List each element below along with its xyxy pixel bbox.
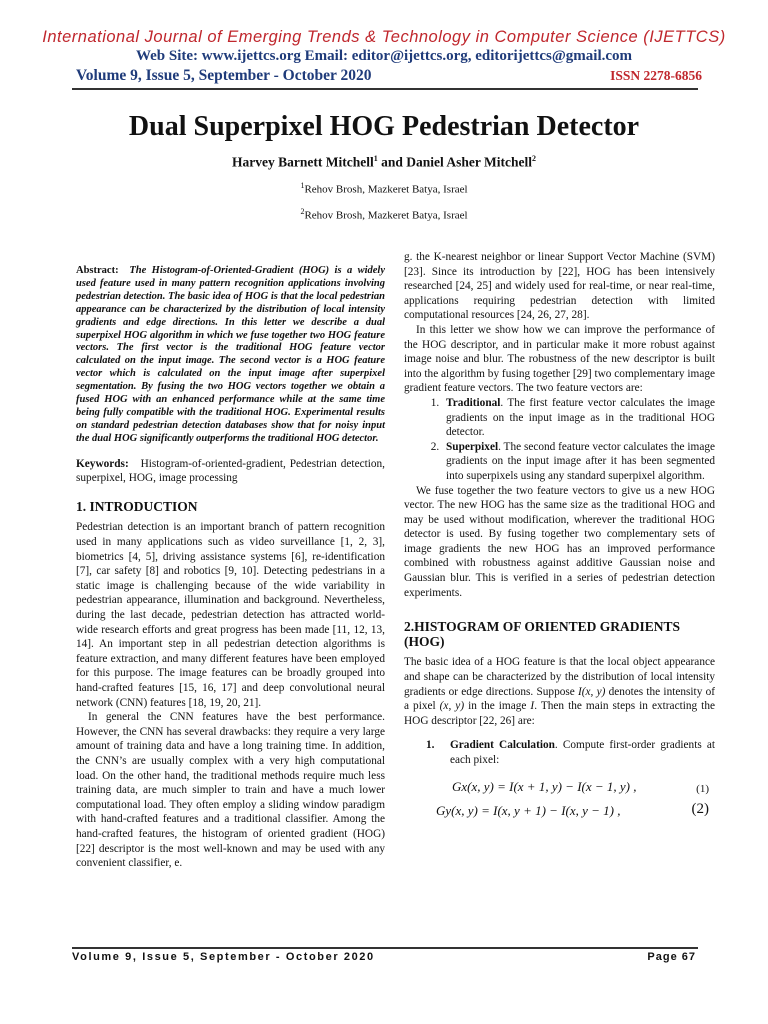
section-2-paragraph-1	[404, 655, 715, 728]
affiliation-2-sup: 2	[300, 207, 305, 216]
list-item	[442, 440, 715, 484]
affiliation-2	[0, 207, 768, 222]
affiliation-2-text: Rehov Brosh, Mazkeret Batya, Israel	[304, 209, 468, 222]
section-2-text-b: Suppose	[536, 685, 579, 698]
list-item-label: Traditional	[446, 396, 501, 409]
keywords-label: Keywords:	[76, 457, 129, 470]
step-1-text	[426, 738, 715, 767]
author-2-sup: 2	[532, 154, 536, 163]
list-item-text: . The second feature vector calculates the image gradients on the input image after it has been segmented into superpixels using any standard superpixel algorithm.	[446, 440, 715, 482]
math-image: I	[530, 700, 535, 713]
abstract-text: The Histogram-of-Oriented-Gradient (HOG) is a widely used feature used in many pattern recognition applications involving pedestrian detection. The basic idea of HOG is that the local pedestrian appearance can be characterized by the distribution of local intensity gradients and edge directions. In this letter we describe a dual superpixel HOG algorithm in which we fuse together two HOG feature vectors. The first vector is the traditional HOG feature vector calculated on the input image. The second vector is a HOG feature vector which is calculated on the input image after superpixel segmentation. By fusing the two HOG vectors together we obtain a fused HOG with an enhanced performance while at the same time being fully compatible with the traditional HOG. Experimental results on standard pedestrian detection databases show that for noisy input the dual HOG significantly outperforms the traditional HOG detector.	[76, 265, 385, 444]
section-2-text-a: The basic idea of a HOG feature is that the local object appearance and shape can be characterized by the distribution of local intensity gradients or edge directions.	[404, 656, 715, 698]
list-item	[442, 396, 715, 440]
affiliation-1-sup: 1	[300, 181, 305, 190]
equation-2	[404, 800, 715, 826]
right-column	[404, 250, 715, 826]
step-number: 1.	[426, 739, 435, 752]
math-pixel: (x, y)	[439, 700, 465, 713]
journal-website: Web Site: www.ijettcs.org Email: editor@ijettcs.org, editorijettcs@gmail.com	[135, 48, 633, 64]
footer-volume: Volume 9, Issue 5, September - October 2020	[72, 951, 375, 963]
equation-2-text: Gy(x, y) = I(x, y + 1) − I(x, y − 1) ,	[436, 802, 621, 818]
author-2: Daniel Asher Mitchell	[406, 154, 532, 170]
footer-divider	[72, 947, 698, 949]
footer-page-number: Page 67	[647, 951, 696, 963]
header-divider	[72, 88, 698, 90]
list-item-text: . The first feature vector calculates the image gradients on the input image as in the traditional HOG detector.	[446, 396, 715, 439]
intro-paragraph-4: In this letter we show how we can improve the performance of the HOG descriptor, and in particular make it more robust against image noise and blur. The robustness of the new descriptor is built into the algorithm by fusing together [29] two complementary image gradient feature vectors. The two feature vectors are:	[404, 323, 715, 395]
equation-1-text: Gx(x, y) = I(x + 1, y) − I(x − 1, y) ,	[452, 778, 637, 794]
list-item-label: Superpixel	[446, 440, 499, 453]
intro-paragraph-5: We fuse together the two feature vectors to give us a new HOG vector. The new HOG has the same size as the traditional HOG and may be used without modification, wherever the traditional HOG detector is used. By fusing together two complementary sets of image gradients the new HOG has an improved performance combined with robustness against additive Gaussian noise and Gaussian blur. This is verified in a series of pedestrian detection experiments.	[404, 484, 715, 599]
author-1: Harvey Barnett Mitchell	[232, 154, 374, 170]
intro-paragraph-3: g. the K-nearest neighbor or linear Support Vector Machine (SVM) [23]. Since its introduction by [22], HOG has been intensively researched [24, 25] and widely used for real-time, or near real-time, applications requiring pedestrian detection with limited computational resources [24, 26, 27, 28].	[404, 251, 715, 322]
journal-issn: ISSN 2278-6856	[610, 68, 702, 83]
author-1-sup: 1	[373, 154, 378, 163]
abstract-label: Abstract:	[76, 265, 119, 276]
intro-paragraph-2: In general the CNN features have the best performance. However, the CNN has several drawbacks: they require a very large amount of training data and have a long training time. In addition, the CNN’s are usually complex with a very high computational load. On the other hand, the traditional methods require much less training data, are much simpler to train and have a much lower computational load. They often employ a sliding window paradigm with hand-crafted features and a traditional classifier. Among the hand-crafted features, the histogram of oriented gradient (HOG) [22] descriptor is the most well-known and may be used with any convenient classifier, e.	[76, 711, 385, 870]
abstract	[76, 265, 385, 446]
paper-authors	[0, 154, 768, 171]
section-2-text-e: . Then the main steps in extracting the HOG descriptor [22, 26] are:	[404, 700, 715, 727]
step-1	[404, 738, 715, 767]
affiliation-1-text: Rehov Brosh, Mazkeret Batya, Israel	[304, 183, 468, 196]
step-label: Gradient Calculation	[450, 739, 555, 752]
intro-heading: 1. INTRODUCTION	[76, 498, 198, 514]
keywords-text: Histogram-of-oriented-gradient, Pedestrian detection, superpixel, HOG, image processing	[76, 457, 385, 485]
step-description: . Compute first-order gradients at each pixel:	[450, 739, 715, 766]
feature-vector-list	[404, 396, 715, 484]
affiliation-1	[0, 181, 768, 196]
intro-paragraph-1: Pedestrian detection is an important branch of pattern recognition used in many applications such as video surveillance [1, 2, 3], biometrics [4, 5], driving assistance systems [6], re-identification [7], car safety [8] and robotics [9, 10]. Detecting pedestrians in a static image is challenging because of the wide variability in pedestrian appearance, illumination and background. Nevertheless, during the last decade, pedestrian detection has attracted world-wide research efforts and great progress has been made [11, 12, 13, 14]. An important step in all pedestrian detection algorithms is feature extraction, and many different features have been employed for this purpose. The image features can be broadly grouped into hand-crafted features [15, 16, 17] and deep convolutional neural network (CNN) features [18, 19, 20, 21].	[76, 521, 385, 709]
section-2-text-d: in the image	[464, 700, 531, 713]
equation-1-number: (1)	[696, 782, 709, 795]
section-2-text-c: denotes the intensity of a pixel	[404, 685, 715, 713]
keywords	[76, 457, 385, 486]
paper-title: Dual Superpixel HOG Pedestrian Detector	[128, 111, 640, 142]
journal-name: International Journal of Emerging Trends & Technology in Computer Science (IJETTCS)	[42, 28, 726, 46]
math-intensity: I(x, y)	[578, 685, 606, 698]
authors-and: and	[377, 154, 407, 170]
equation-1	[404, 780, 715, 802]
section-2-heading: 2.HISTOGRAM OF ORIENTED GRADIENTS (HOG)	[404, 619, 681, 649]
left-column	[76, 265, 385, 871]
journal-volume: Volume 9, Issue 5, September - October 2020	[76, 67, 372, 84]
equation-2-number: (2)	[691, 800, 709, 817]
